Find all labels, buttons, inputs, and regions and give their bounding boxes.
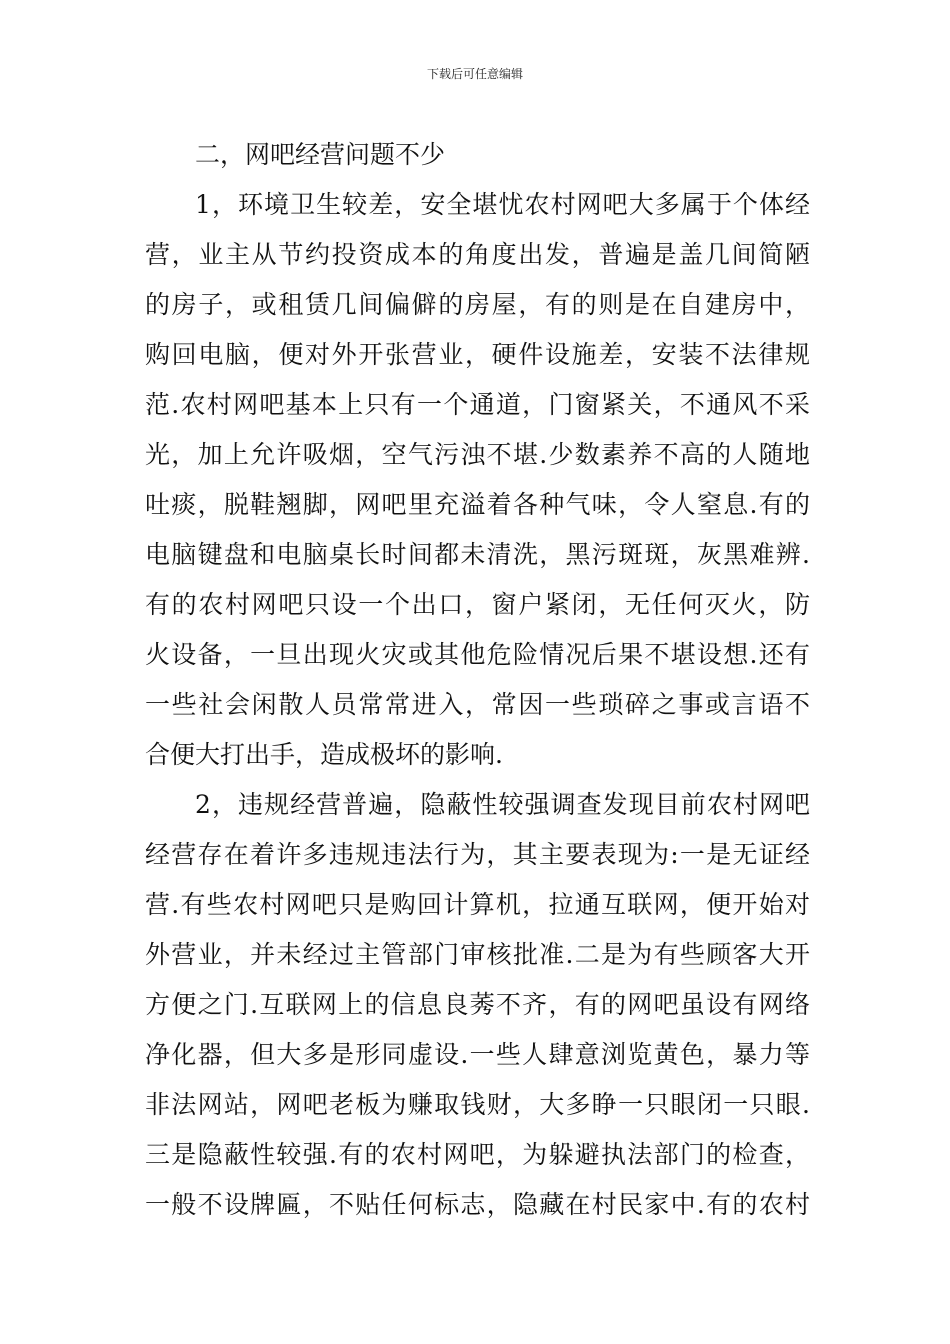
paragraph-line: 有的农村网吧只设一个出口，窗户紧闭，无任何灭火，防 — [145, 590, 810, 619]
section-heading: 二，网吧经营问题不少 — [195, 140, 446, 169]
paragraph-line: 吐痰，脱鞋翘脚，网吧里充溢着各种气味，令人窒息.有的 — [145, 490, 810, 519]
page-header-note: 下载后可任意编辑 — [426, 67, 523, 81]
paragraph-line: 2，违规经营普遍，隐蔽性较强调查发现目前农村网吧 — [195, 790, 810, 819]
paragraph-line: 方便之门.互联网上的信息良莠不齐，有的网吧虽设有网络 — [145, 990, 810, 1019]
paragraph-line: 1，环境卫生较差，安全堪忧农村网吧大多属于个体经 — [195, 190, 810, 219]
paragraph-line: 的房子，或租赁几间偏僻的房屋，有的则是在自建房中， — [145, 290, 810, 319]
paragraph-line: 营，业主从节约投资成本的角度出发，普遍是盖几间简陋 — [145, 240, 810, 269]
paragraph-2 — [145, 780, 810, 1230]
paragraph-line: 营.有些农村网吧只是购回计算机，拉通互联网，便开始对 — [145, 890, 810, 919]
paragraph-line: 三是隐蔽性较强.有的农村网吧，为躲避执法部门的检查， — [145, 1140, 810, 1169]
paragraph-line: 一般不设牌匾，不贴任何标志，隐藏在村民家中.有的农村 — [145, 1190, 810, 1219]
paragraph-line: 合便大打出手，造成极坏的影响. — [145, 740, 503, 769]
paragraph-line: 经营存在着许多违规违法行为，其主要表现为:一是无证经 — [145, 840, 810, 869]
paragraph-line: 火设备，一旦出现火灾或其他危险情况后果不堪设想.还有 — [145, 640, 810, 669]
paragraph-line: 外营业，并未经过主管部门审核批准.二是为有些顾客大开 — [145, 940, 810, 969]
paragraph-line: 购回电脑，便对外开张营业，硬件设施差，安装不法律规 — [145, 340, 810, 369]
paragraph-line: 非法网站，网吧老板为赚取钱财，大多睁一只眼闭一只眼. — [145, 1090, 810, 1119]
paragraph-line: 净化器，但大多是形同虚设.一些人肆意浏览黄色，暴力等 — [145, 1040, 810, 1069]
paragraph-1 — [145, 180, 810, 780]
paragraph-line: 范.农村网吧基本上只有一个通道，门窗紧关，不通风不采 — [145, 390, 810, 419]
paragraph-line: 光，加上允许吸烟，空气污浊不堪.少数素养不高的人随地 — [145, 440, 810, 469]
document-body — [145, 130, 810, 1230]
paragraph-line: 电脑键盘和电脑桌长时间都未清洗，黑污斑斑，灰黑难辨. — [145, 540, 810, 569]
paragraph-line: 一些社会闲散人员常常进入，常因一些琐碎之事或言语不 — [145, 690, 810, 719]
